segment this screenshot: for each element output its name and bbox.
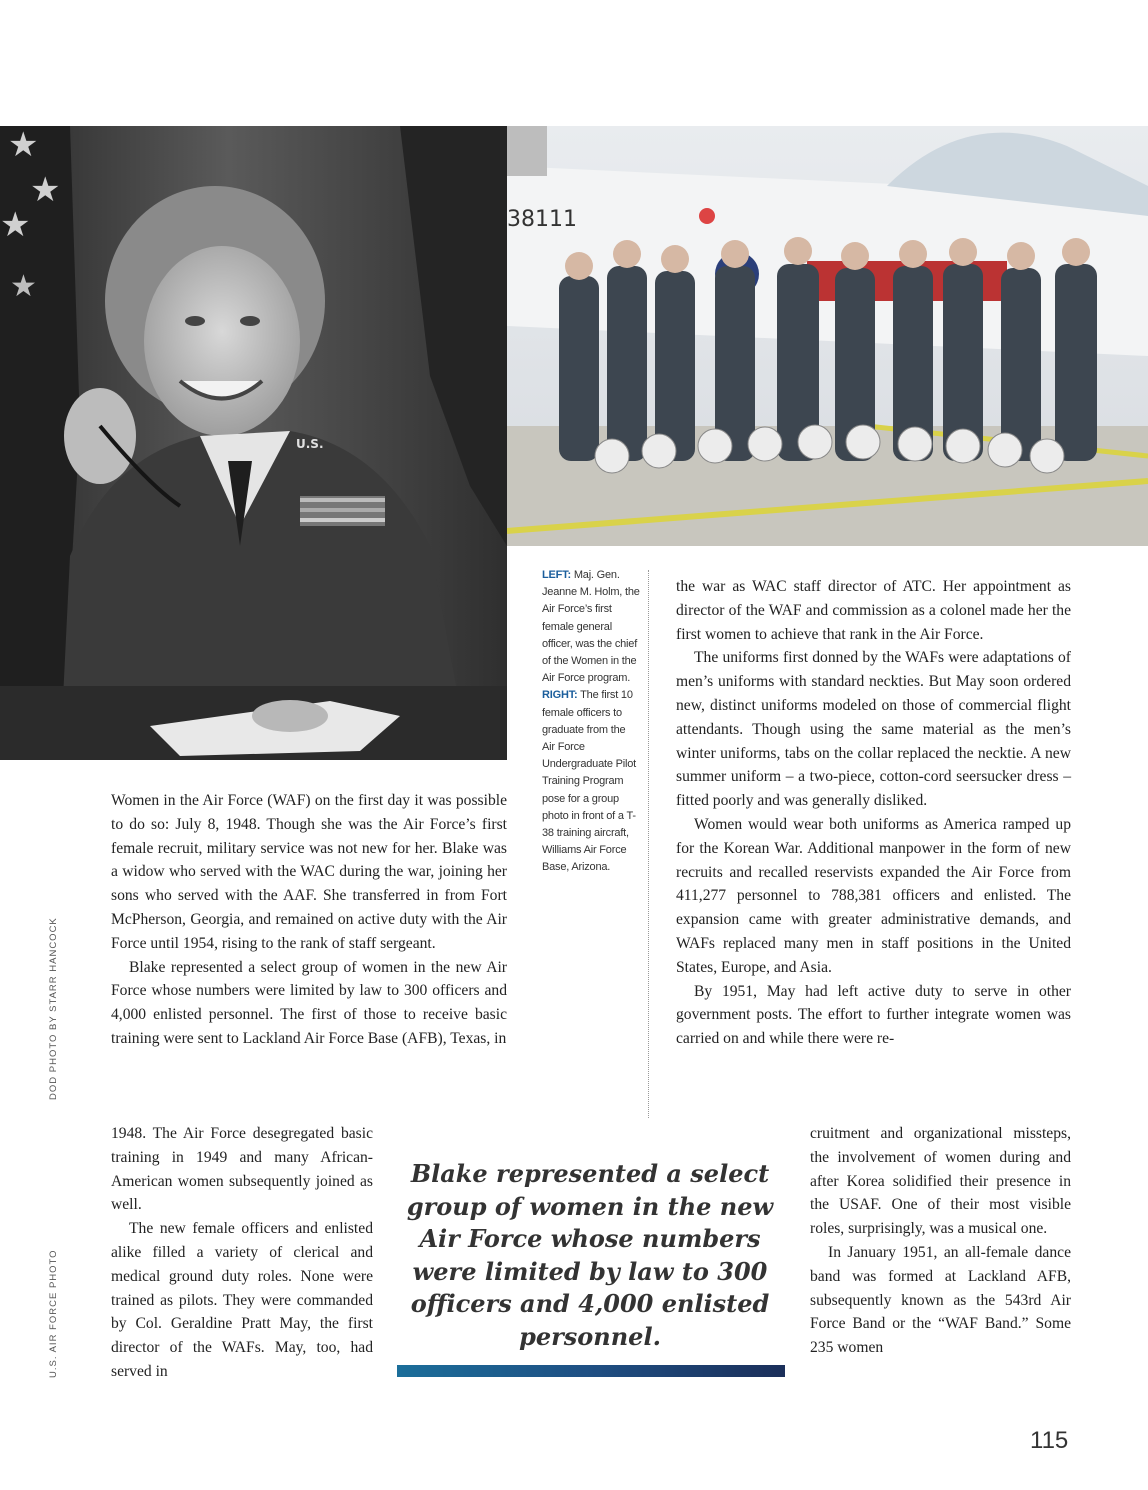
left-column-bottom [111, 1122, 373, 1384]
paragraph: In January 1951, an all-female dance band was formed at Lackland AFB, subsequently known as the 543rd Air Force Band or the “WAF Band.” Some 235 women [810, 1243, 1071, 1357]
group-photo [507, 126, 1148, 546]
paragraph: The uniforms first donned by the WAFs were adaptations of men’s uniforms with standard neckties. But May soon ordered new, distinct uniforms modeled on those of commercial flight attendants. Though using the same material as the men’s winter uniforms, tabs on the collar replaced the necktie. A new summer uniform – a two-piece, cotton-cord seersucker dress – fitted poorly and was generally disliked. [676, 649, 1071, 810]
caption-right-tag: RIGHT: [542, 689, 578, 702]
uniform-patch-text: U.S. [296, 437, 324, 451]
aircraft-tail-number: 38111 [507, 207, 577, 232]
caption-left-text: Maj. Gen. Jeanne M. Holm, the Air Force’s first female general officer, was the chief of the Women in the Air Force program. [542, 569, 640, 685]
photo-credit-dod: DOD PHOTO BY STARR HANCOCK [48, 917, 59, 1100]
portrait-photo [0, 126, 507, 760]
svg-text:★: ★ [30, 170, 61, 210]
paragraph: By 1951, May had left active duty to serve in other government posts. The effort to further integrate women was carried on and while there were re- [676, 982, 1071, 1048]
left-column-top [111, 789, 507, 1051]
paragraph: the war as WAC staff director of ATC. Her appointment as director of the WAF and commission as a colonel made her the first women to achieve that rank in the Air Force. [676, 578, 1071, 643]
paragraph: Women would wear both uniforms as America ramped up for the Korean War. Additional manpower in the form of new recruits and recalled reservists expanded the Air Force from 411,277 personnel to 788,381 officers and enlisted. The expansion came with greater administrative demands, and WAFs replaced many men in staff positions in the United States, Europe, and Asia. [676, 815, 1071, 976]
svg-text:★: ★ [8, 126, 39, 165]
caption-right-text: The first 10 female officers to graduate from the Air Force Undergraduate Pilot Training Program pose for a group photo in front of a T-38 training aircraft, Williams Air Force Base, Arizona. [542, 689, 637, 874]
svg-text:★: ★ [10, 269, 37, 304]
photo-caption [542, 567, 640, 877]
paragraph: 1948. The Air Force desegregated basic training in 1949 and many African-American women subsequently joined as well. [111, 1125, 373, 1214]
paragraph: Women in the Air Force (WAF) on the first day it was possible to do so: July 8, 1948. Though she was the Air Force’s first female recruit, military service was not new for her. Blake was a widow who served with the WAC during the war, joining her sons who served with the AAF. She transferred in from Fort McPherson, Georgia, and remained on active duty with the Air Force until 1954, rising to the rank of staff sergeant. [111, 792, 507, 952]
caption-divider [648, 570, 649, 1118]
photo-credit-usaf: U.S. AIR FORCE PHOTO [48, 1249, 59, 1378]
paragraph: cruitment and organizational missteps, the involvement of women during and after Korea solidified their presence in the USAF. One of their most visible roles, surprisingly, was a musical one. [810, 1125, 1071, 1238]
svg-text:★: ★ [0, 205, 31, 245]
group-illustration [507, 126, 1148, 546]
caption-left-tag: LEFT: [542, 569, 571, 581]
page-number: 115 [1030, 1427, 1069, 1454]
paragraph: Blake represented a select group of women in the new Air Force whose numbers were limited by law to 300 officers and 4,000 enlisted personnel. The first of those to receive basic training were sent to Lackland Air Force Base (AFB), Texas, in [111, 958, 507, 1047]
portrait-illustration [0, 126, 507, 760]
right-column-bottom [810, 1122, 1071, 1360]
right-column-top [676, 575, 1071, 1051]
paragraph: The new female officers and enlisted alike filled a variety of clerical and medical ground duty roles. None were trained as pilots. They were commanded by Col. Geraldine Pratt May, the first director of the WAFs. May, too, had served in [111, 1220, 373, 1380]
pull-quote: Blake represented a select group of women in the new Air Force whose numbers were limited by law to 300 officers and 4,000 enlisted personnel. [406, 1159, 774, 1351]
pull-quote-bar [397, 1365, 785, 1377]
